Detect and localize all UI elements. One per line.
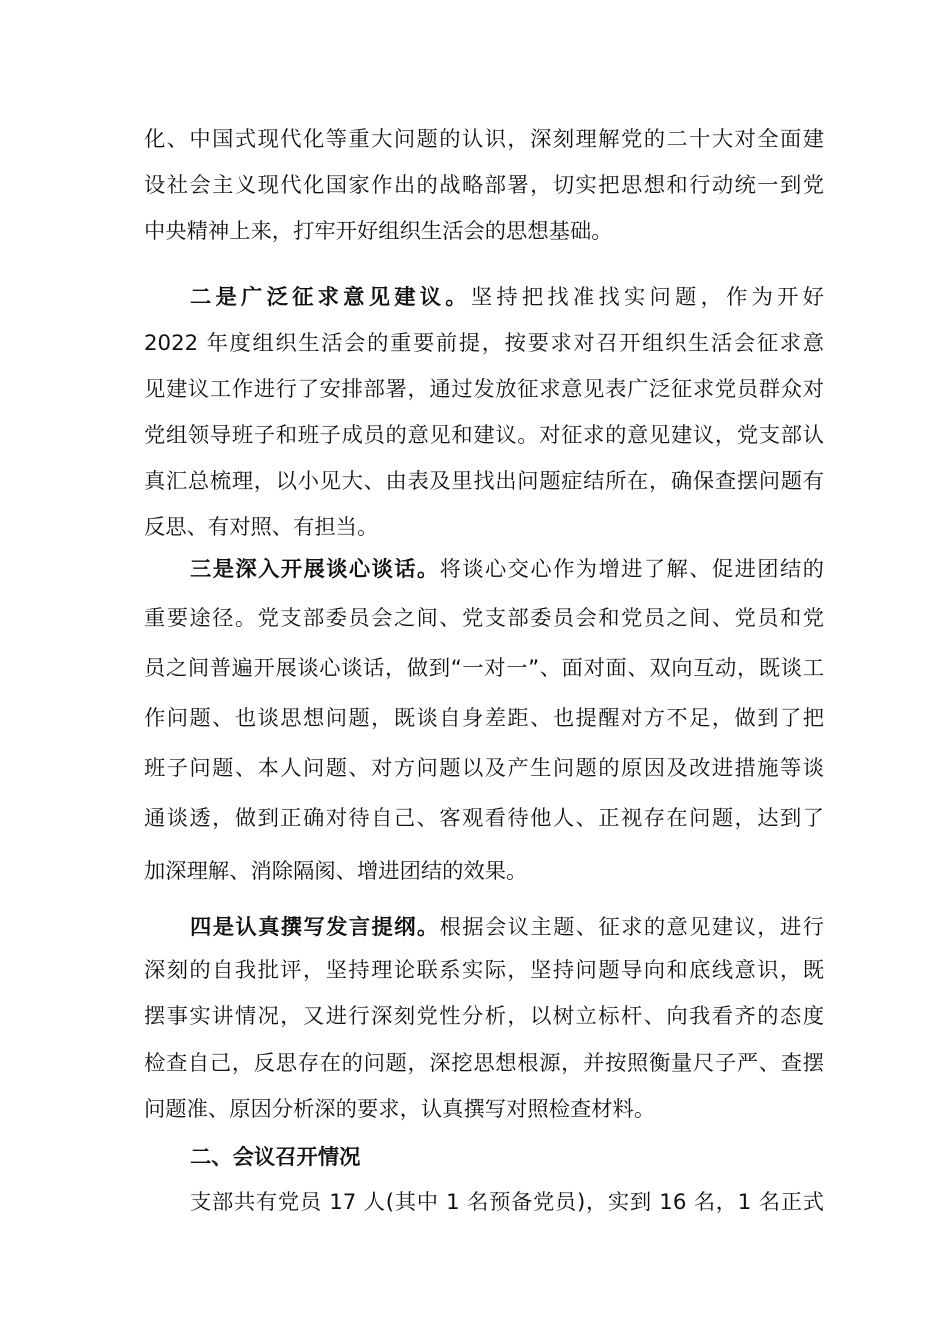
text-line: 中央精神上来，打牢开好组织生活会的思想基础。 (144, 219, 613, 244)
text-run: 根据会议主题、征求的意见建议，进行 (439, 915, 824, 940)
text-line: 作问题、也谈思想问题，既谈自身差距、也提醒对方不足，做到了把 (144, 706, 824, 731)
paragraph-heading: 三是深入开展谈心谈话。 (190, 557, 440, 582)
text-line: 党组领导班子和班子成员的意见和建议。对征求的意见建议，党支部认 (144, 423, 824, 448)
paragraph-first-line (190, 905, 824, 951)
text-line: 化、中国式现代化等重大问题的认识，深刻理解党的二十大对全面建 (144, 127, 824, 152)
text-line: 通谈透，做到正确对待自己、客观看待他人、正视存在问题，达到了 (144, 806, 824, 831)
text-line: 加深理解、消除隔阂、增进团结的效果。 (144, 859, 528, 884)
text-run: 坚持把找准找实问题，作为开好 (470, 285, 824, 310)
paragraph-first-line (190, 547, 824, 593)
text-line: 设社会主义现代化国家作出的战略部署，切实把思想和行动统一到党 (144, 173, 824, 198)
text-line: 问题准、原因分析深的要求，认真撰写对照检查材料。 (144, 1097, 656, 1122)
text-line: 真汇总梳理，以小见大、由表及里找出问题症结所在，确保查摆问题有 (144, 469, 824, 494)
paragraph-first-line (190, 275, 824, 321)
text-line: 员之间普遍开展谈心谈话，做到“一对一”、面对面、双向互动，既谈工 (144, 656, 824, 681)
text-line: 深刻的自我批评，坚持理论联系实际，坚持问题导向和底线意识，既 (144, 958, 824, 983)
text-line: 班子问题、本人问题、对方问题以及产生问题的原因及改进措施等谈 (144, 756, 824, 781)
text-line: 反思、有对照、有担当。 (144, 515, 379, 540)
text-line: 摆事实讲情况，又进行深刻党性分析，以树立标杆、向我看齐的态度 (144, 1004, 824, 1029)
text-line: 重要途径。党支部委员会之间、党支部委员会和党员之间、党员和党 (144, 606, 824, 631)
text-line: 检查自己，反思存在的问题，深挖思想根源，并按照衡量尺子严、查摆 (144, 1051, 824, 1076)
paragraph-first-line: 支部共有党员 17 人(其中 1 名预备党员)，实到 16 名，1 名正式 (190, 1190, 824, 1215)
text-line: 2022 年度组织生活会的重要前提，按要求对召开组织生活会征求意 (144, 331, 824, 356)
text-run: 将谈心交心作为增进了解、促进团结的 (439, 557, 824, 582)
paragraph-heading: 四是认真撰写发言提纲。 (190, 915, 440, 940)
text-line: 见建议工作进行了安排部署，通过发放征求意见表广泛征求党员群众对 (144, 377, 824, 402)
section-heading: 二、会议召开情况 (190, 1145, 361, 1170)
paragraph-heading: 二是广泛征求意见建议。 (190, 285, 471, 310)
